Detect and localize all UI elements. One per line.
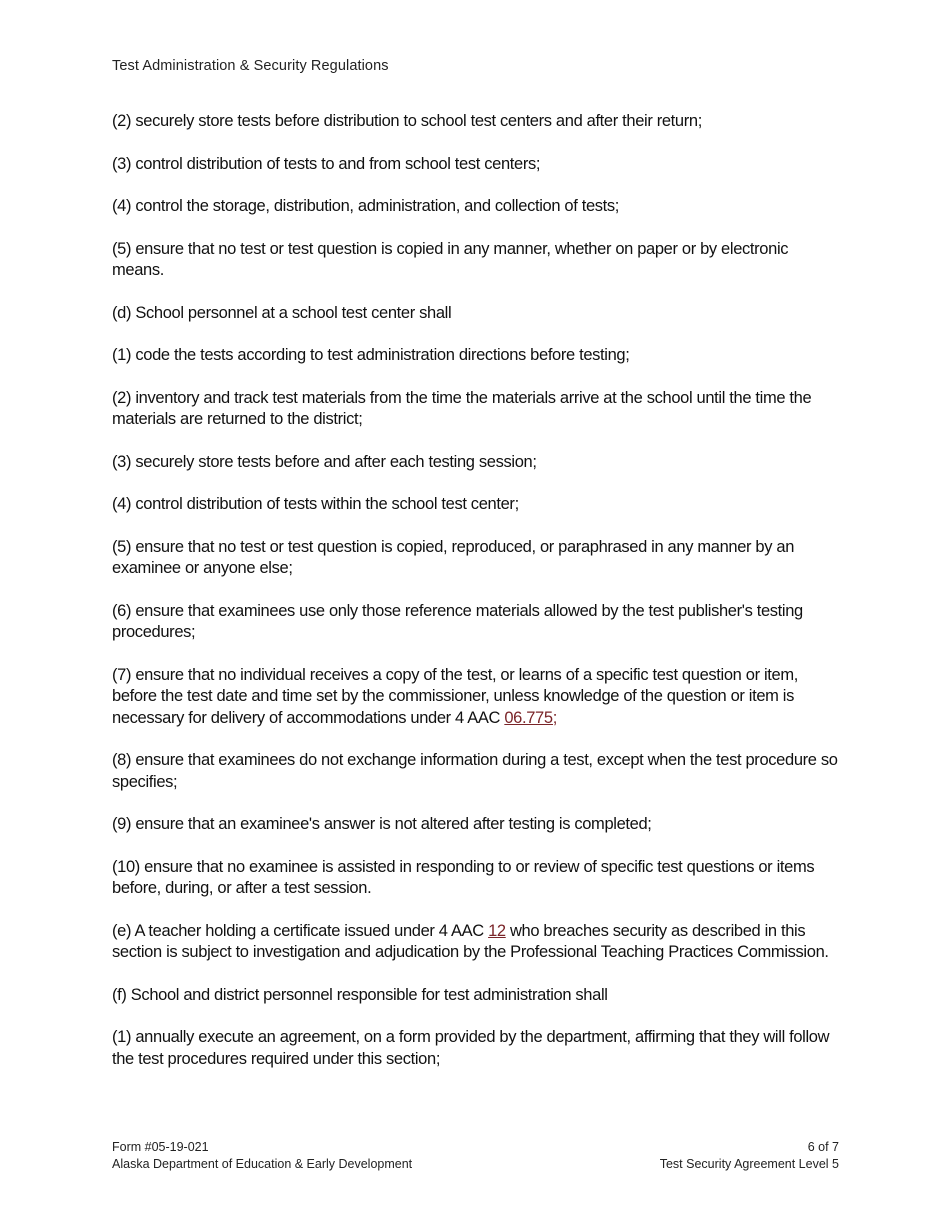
regulation-paragraph [112, 601, 842, 644]
regulation-paragraph [112, 1027, 842, 1070]
regulation-paragraph [112, 985, 842, 1007]
form-number: Form #05-19-021 [112, 1140, 209, 1154]
regulation-paragraph [112, 537, 842, 580]
paragraph-text: (e) A teacher holding a certificate issued under 4 AAC [112, 921, 489, 940]
footer-left [112, 1139, 412, 1173]
regulation-paragraph [112, 921, 842, 964]
regulation-paragraph [112, 388, 842, 431]
department-name: Alaska Department of Education & Early Development [112, 1157, 413, 1171]
paragraph-text: (10) ensure that no examinee is assisted in responding to or review of specific test questions or items before, during, or after a test session. [112, 857, 815, 897]
paragraph-text: (2) inventory and track test materials from the time the materials arrive at the school until the time the materials are returned to the district; [112, 388, 812, 428]
page-number: 6 of 7 [807, 1140, 839, 1154]
paragraph-text-continued: who breaches security as described in this section is subject to investigation and adjudication by the Professional Teaching Practices Commission. [112, 921, 829, 961]
paragraph-text: (5) ensure that no test or test question is copied in any manner, whether on paper or by electronic means. [112, 239, 789, 279]
paragraph-text: (6) ensure that examinees use only those reference materials allowed by the test publisher's testing procedures; [112, 601, 803, 641]
paragraph-text: (1) code the tests according to test administration directions before testing; [112, 346, 630, 364]
regulation-paragraph [112, 303, 842, 325]
regulation-paragraph [112, 452, 842, 474]
regulation-paragraph [112, 345, 842, 367]
regulation-paragraph [112, 857, 842, 900]
regulation-paragraph [112, 154, 842, 176]
paragraph-text: (7) ensure that no individual receives a copy of the test, or learns of a specific test question or item, before the test date and time set by the commissioner, unless knowledge of the question or item is necessary for delivery of accommodations under 4 AAC [112, 665, 798, 727]
regulation-paragraph [112, 239, 842, 282]
paragraph-text: (3) control distribution of tests to and from school test centers; [112, 154, 541, 173]
footer-right [660, 1139, 839, 1173]
paragraph-text: (9) ensure that an examinee's answer is not altered after testing is completed; [112, 815, 652, 833]
regulation-link[interactable]: 12 [488, 921, 506, 940]
regulation-paragraph [112, 665, 842, 730]
paragraph-text: (4) control the storage, distribution, administration, and collection of tests; [112, 197, 620, 215]
paragraph-text: (5) ensure that no test or test question is copied, reproduced, or paraphrased in any manner by an examinee or anyone else; [112, 537, 795, 577]
page-header: Test Administration & Security Regulations [112, 58, 389, 74]
paragraph-text: (f) School and district personnel responsible for test administration shall [112, 985, 608, 1004]
document-title: Test Security Agreement Level 5 [659, 1157, 839, 1171]
paragraph-text: (2) securely store tests before distribution to school test centers and after their return; [112, 112, 702, 130]
regulation-body [112, 111, 842, 1091]
regulation-paragraph [112, 196, 842, 218]
regulation-paragraph [112, 750, 842, 793]
regulation-paragraph [112, 111, 842, 133]
regulation-paragraph [112, 494, 842, 516]
paragraph-text: (d) School personnel at a school test center shall [112, 303, 452, 322]
regulation-link[interactable]: 06.775; [504, 708, 557, 727]
regulation-paragraph [112, 814, 842, 836]
paragraph-text: (8) ensure that examinees do not exchange information during a test, except when the test procedure so specifies; [112, 751, 838, 791]
paragraph-text: (1) annually execute an agreement, on a form provided by the department, affirming that they will follow the test procedures required under this section; [112, 1028, 830, 1068]
paragraph-text: (4) control distribution of tests within the school test center; [112, 495, 519, 513]
paragraph-text: (3) securely store tests before and after each testing session; [112, 452, 537, 471]
